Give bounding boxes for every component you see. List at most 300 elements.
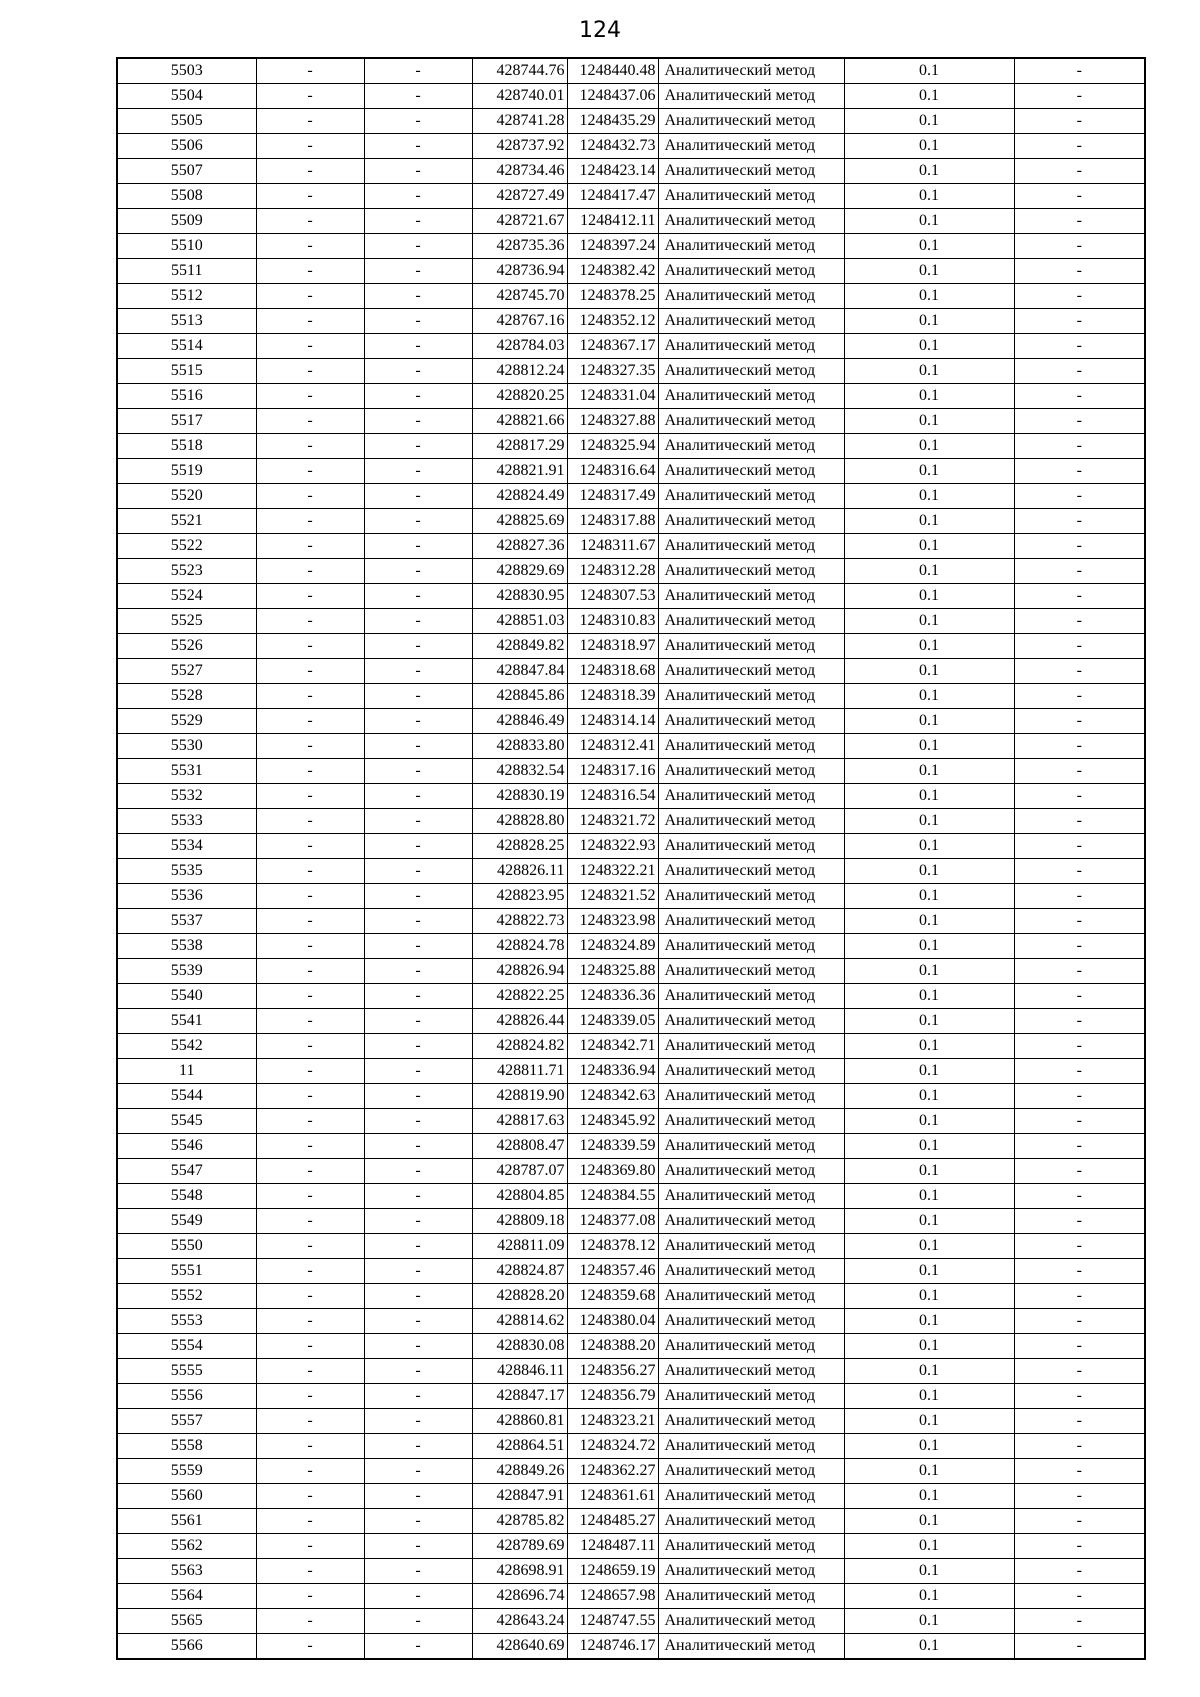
- x-coordinate-cell: 428734.46: [472, 159, 567, 184]
- table-row: [117, 1434, 1145, 1459]
- blank-cell-2: -: [364, 659, 472, 684]
- y-coordinate-cell: 1248435.29: [567, 109, 658, 134]
- accuracy-cell: 0.1: [844, 509, 1014, 534]
- method-cell: Аналитический метод: [658, 1309, 844, 1334]
- accuracy-cell: 0.1: [844, 1009, 1014, 1034]
- blank-cell-3: -: [1014, 1584, 1145, 1609]
- point-number-cell: 5523: [117, 559, 256, 584]
- method-cell: Аналитический метод: [658, 459, 844, 484]
- point-number-cell: 5558: [117, 1434, 256, 1459]
- blank-cell-3: -: [1014, 209, 1145, 234]
- point-number-cell: 5524: [117, 584, 256, 609]
- blank-cell-3: -: [1014, 734, 1145, 759]
- table-row: [117, 1459, 1145, 1484]
- blank-cell-2: -: [364, 559, 472, 584]
- y-coordinate-cell: 1248367.17: [567, 334, 658, 359]
- blank-cell-2: -: [364, 484, 472, 509]
- y-coordinate-cell: 1248412.11: [567, 209, 658, 234]
- table-row: [117, 134, 1145, 159]
- table-row: [117, 1109, 1145, 1134]
- y-coordinate-cell: 1248339.59: [567, 1134, 658, 1159]
- blank-cell-1: -: [256, 1484, 364, 1509]
- blank-cell-2: -: [364, 984, 472, 1009]
- table-row: [117, 1159, 1145, 1184]
- accuracy-cell: 0.1: [844, 584, 1014, 609]
- y-coordinate-cell: 1248356.79: [567, 1384, 658, 1409]
- x-coordinate-cell: 428847.17: [472, 1384, 567, 1409]
- point-number-cell: 5517: [117, 409, 256, 434]
- point-number-cell: 5504: [117, 84, 256, 109]
- blank-cell-1: -: [256, 334, 364, 359]
- blank-cell-2: -: [364, 1134, 472, 1159]
- method-cell: Аналитический метод: [658, 759, 844, 784]
- blank-cell-1: -: [256, 659, 364, 684]
- table-row: [117, 259, 1145, 284]
- method-cell: Аналитический метод: [658, 384, 844, 409]
- accuracy-cell: 0.1: [844, 909, 1014, 934]
- table-row: [117, 534, 1145, 559]
- blank-cell-1: -: [256, 809, 364, 834]
- y-coordinate-cell: 1248485.27: [567, 1509, 658, 1534]
- blank-cell-1: -: [256, 1559, 364, 1584]
- blank-cell-1: -: [256, 84, 364, 109]
- y-coordinate-cell: 1248318.39: [567, 684, 658, 709]
- blank-cell-2: -: [364, 234, 472, 259]
- blank-cell-3: -: [1014, 684, 1145, 709]
- table-row: [117, 1559, 1145, 1584]
- blank-cell-2: -: [364, 1034, 472, 1059]
- method-cell: Аналитический метод: [658, 1084, 844, 1109]
- point-number-cell: 5563: [117, 1559, 256, 1584]
- method-cell: Аналитический метод: [658, 334, 844, 359]
- point-number-cell: 5530: [117, 734, 256, 759]
- method-cell: Аналитический метод: [658, 1259, 844, 1284]
- blank-cell-3: -: [1014, 309, 1145, 334]
- table-row: [117, 659, 1145, 684]
- x-coordinate-cell: 428849.26: [472, 1459, 567, 1484]
- blank-cell-3: -: [1014, 584, 1145, 609]
- blank-cell-2: -: [364, 884, 472, 909]
- y-coordinate-cell: 1248361.61: [567, 1484, 658, 1509]
- blank-cell-3: -: [1014, 1609, 1145, 1634]
- blank-cell-3: -: [1014, 659, 1145, 684]
- blank-cell-3: -: [1014, 409, 1145, 434]
- blank-cell-2: -: [364, 684, 472, 709]
- point-number-cell: 5547: [117, 1159, 256, 1184]
- x-coordinate-cell: 428846.11: [472, 1359, 567, 1384]
- method-cell: Аналитический метод: [658, 1534, 844, 1559]
- table-row: [117, 1384, 1145, 1409]
- x-coordinate-cell: 428833.80: [472, 734, 567, 759]
- y-coordinate-cell: 1248327.88: [567, 409, 658, 434]
- x-coordinate-cell: 428787.07: [472, 1159, 567, 1184]
- blank-cell-1: -: [256, 1459, 364, 1484]
- blank-cell-1: -: [256, 1034, 364, 1059]
- method-cell: Аналитический метод: [658, 1209, 844, 1234]
- y-coordinate-cell: 1248312.28: [567, 559, 658, 584]
- x-coordinate-cell: 428826.94: [472, 959, 567, 984]
- table-row: [117, 834, 1145, 859]
- table-row: [117, 159, 1145, 184]
- y-coordinate-cell: 1248324.72: [567, 1434, 658, 1459]
- blank-cell-3: -: [1014, 1284, 1145, 1309]
- blank-cell-3: -: [1014, 1409, 1145, 1434]
- blank-cell-2: -: [364, 1634, 472, 1660]
- method-cell: Аналитический метод: [658, 184, 844, 209]
- x-coordinate-cell: 428698.91: [472, 1559, 567, 1584]
- point-number-cell: 5548: [117, 1184, 256, 1209]
- coordinates-table: [116, 57, 1146, 1660]
- blank-cell-1: -: [256, 709, 364, 734]
- blank-cell-2: -: [364, 1259, 472, 1284]
- method-cell: Аналитический метод: [658, 234, 844, 259]
- y-coordinate-cell: 1248307.53: [567, 584, 658, 609]
- point-number-cell: 5561: [117, 1509, 256, 1534]
- blank-cell-2: -: [364, 959, 472, 984]
- blank-cell-1: -: [256, 1259, 364, 1284]
- blank-cell-3: -: [1014, 459, 1145, 484]
- blank-cell-1: -: [256, 859, 364, 884]
- blank-cell-1: -: [256, 984, 364, 1009]
- y-coordinate-cell: 1248369.80: [567, 1159, 658, 1184]
- x-coordinate-cell: 428830.95: [472, 584, 567, 609]
- blank-cell-2: -: [364, 834, 472, 859]
- blank-cell-1: -: [256, 1134, 364, 1159]
- table-row: [117, 959, 1145, 984]
- x-coordinate-cell: 428828.25: [472, 834, 567, 859]
- table-row: [117, 1609, 1145, 1634]
- method-cell: Аналитический метод: [658, 1284, 844, 1309]
- blank-cell-3: -: [1014, 184, 1145, 209]
- accuracy-cell: 0.1: [844, 1509, 1014, 1534]
- accuracy-cell: 0.1: [844, 1534, 1014, 1559]
- blank-cell-1: -: [256, 309, 364, 334]
- method-cell: Аналитический метод: [658, 934, 844, 959]
- point-number-cell: 5546: [117, 1134, 256, 1159]
- blank-cell-3: -: [1014, 1084, 1145, 1109]
- blank-cell-1: -: [256, 359, 364, 384]
- x-coordinate-cell: 428825.69: [472, 509, 567, 534]
- blank-cell-2: -: [364, 1084, 472, 1109]
- blank-cell-1: -: [256, 734, 364, 759]
- y-coordinate-cell: 1248327.35: [567, 359, 658, 384]
- table-row: [117, 459, 1145, 484]
- method-cell: Аналитический метод: [658, 309, 844, 334]
- y-coordinate-cell: 1248359.68: [567, 1284, 658, 1309]
- blank-cell-1: -: [256, 934, 364, 959]
- accuracy-cell: 0.1: [844, 684, 1014, 709]
- method-cell: Аналитический метод: [658, 1459, 844, 1484]
- blank-cell-2: -: [364, 534, 472, 559]
- y-coordinate-cell: 1248380.04: [567, 1309, 658, 1334]
- point-number-cell: 5513: [117, 309, 256, 334]
- blank-cell-3: -: [1014, 1509, 1145, 1534]
- method-cell: Аналитический метод: [658, 359, 844, 384]
- blank-cell-3: -: [1014, 58, 1145, 84]
- blank-cell-3: -: [1014, 984, 1145, 1009]
- accuracy-cell: 0.1: [844, 284, 1014, 309]
- blank-cell-2: -: [364, 1059, 472, 1084]
- table-row: [117, 184, 1145, 209]
- blank-cell-3: -: [1014, 434, 1145, 459]
- accuracy-cell: 0.1: [844, 484, 1014, 509]
- table-row: [117, 1184, 1145, 1209]
- y-coordinate-cell: 1248432.73: [567, 134, 658, 159]
- method-cell: Аналитический метод: [658, 109, 844, 134]
- accuracy-cell: 0.1: [844, 359, 1014, 384]
- accuracy-cell: 0.1: [844, 1334, 1014, 1359]
- accuracy-cell: 0.1: [844, 1584, 1014, 1609]
- method-cell: Аналитический метод: [658, 1109, 844, 1134]
- blank-cell-3: -: [1014, 284, 1145, 309]
- method-cell: Аналитический метод: [658, 1509, 844, 1534]
- blank-cell-2: -: [364, 1234, 472, 1259]
- x-coordinate-cell: 428826.11: [472, 859, 567, 884]
- y-coordinate-cell: 1248322.93: [567, 834, 658, 859]
- blank-cell-2: -: [364, 934, 472, 959]
- accuracy-cell: 0.1: [844, 1384, 1014, 1409]
- table-row: [117, 559, 1145, 584]
- x-coordinate-cell: 428824.87: [472, 1259, 567, 1284]
- blank-cell-1: -: [256, 184, 364, 209]
- blank-cell-2: -: [364, 809, 472, 834]
- method-cell: Аналитический метод: [658, 884, 844, 909]
- blank-cell-2: -: [364, 709, 472, 734]
- blank-cell-1: -: [256, 409, 364, 434]
- blank-cell-1: -: [256, 1409, 364, 1434]
- table-row: [117, 1284, 1145, 1309]
- blank-cell-2: -: [364, 259, 472, 284]
- blank-cell-3: -: [1014, 109, 1145, 134]
- blank-cell-2: -: [364, 334, 472, 359]
- table-row: [117, 1359, 1145, 1384]
- y-coordinate-cell: 1248423.14: [567, 159, 658, 184]
- blank-cell-3: -: [1014, 1534, 1145, 1559]
- blank-cell-3: -: [1014, 334, 1145, 359]
- blank-cell-2: -: [364, 1359, 472, 1384]
- point-number-cell: 5556: [117, 1384, 256, 1409]
- blank-cell-1: -: [256, 484, 364, 509]
- accuracy-cell: 0.1: [844, 1109, 1014, 1134]
- blank-cell-3: -: [1014, 1134, 1145, 1159]
- blank-cell-1: -: [256, 434, 364, 459]
- accuracy-cell: 0.1: [844, 634, 1014, 659]
- blank-cell-3: -: [1014, 1234, 1145, 1259]
- table-row: [117, 334, 1145, 359]
- accuracy-cell: 0.1: [844, 1209, 1014, 1234]
- y-coordinate-cell: 1248321.72: [567, 809, 658, 834]
- blank-cell-1: -: [256, 259, 364, 284]
- blank-cell-3: -: [1014, 609, 1145, 634]
- table-row: [117, 1134, 1145, 1159]
- blank-cell-2: -: [364, 109, 472, 134]
- point-number-cell: 5535: [117, 859, 256, 884]
- table-row: [117, 759, 1145, 784]
- x-coordinate-cell: 428735.36: [472, 234, 567, 259]
- point-number-cell: 5549: [117, 1209, 256, 1234]
- accuracy-cell: 0.1: [844, 559, 1014, 584]
- x-coordinate-cell: 428812.24: [472, 359, 567, 384]
- accuracy-cell: 0.1: [844, 1134, 1014, 1159]
- point-number-cell: 5542: [117, 1034, 256, 1059]
- blank-cell-1: -: [256, 159, 364, 184]
- blank-cell-3: -: [1014, 809, 1145, 834]
- blank-cell-2: -: [364, 284, 472, 309]
- point-number-cell: 5522: [117, 534, 256, 559]
- method-cell: Аналитический метод: [658, 859, 844, 884]
- point-number-cell: 5526: [117, 634, 256, 659]
- y-coordinate-cell: 1248316.54: [567, 784, 658, 809]
- method-cell: Аналитический метод: [658, 1434, 844, 1459]
- y-coordinate-cell: 1248659.19: [567, 1559, 658, 1584]
- table-row: [117, 484, 1145, 509]
- blank-cell-2: -: [364, 734, 472, 759]
- point-number-cell: 5527: [117, 659, 256, 684]
- method-cell: Аналитический метод: [658, 1334, 844, 1359]
- y-coordinate-cell: 1248342.71: [567, 1034, 658, 1059]
- blank-cell-2: -: [364, 509, 472, 534]
- method-cell: Аналитический метод: [658, 1059, 844, 1084]
- blank-cell-2: -: [364, 784, 472, 809]
- method-cell: Аналитический метод: [658, 1634, 844, 1660]
- blank-cell-1: -: [256, 1159, 364, 1184]
- blank-cell-1: -: [256, 784, 364, 809]
- blank-cell-1: -: [256, 1109, 364, 1134]
- y-coordinate-cell: 1248657.98: [567, 1584, 658, 1609]
- point-number-cell: 5538: [117, 934, 256, 959]
- method-cell: Аналитический метод: [658, 634, 844, 659]
- blank-cell-1: -: [256, 1334, 364, 1359]
- blank-cell-2: -: [364, 309, 472, 334]
- blank-cell-3: -: [1014, 1384, 1145, 1409]
- blank-cell-1: -: [256, 234, 364, 259]
- table-row: [117, 359, 1145, 384]
- blank-cell-3: -: [1014, 1634, 1145, 1660]
- accuracy-cell: 0.1: [844, 784, 1014, 809]
- table-row: [117, 1059, 1145, 1084]
- y-coordinate-cell: 1248323.98: [567, 909, 658, 934]
- accuracy-cell: 0.1: [844, 659, 1014, 684]
- point-number-cell: 5511: [117, 259, 256, 284]
- blank-cell-2: -: [364, 459, 472, 484]
- x-coordinate-cell: 428832.54: [472, 759, 567, 784]
- table-row: [117, 609, 1145, 634]
- accuracy-cell: 0.1: [844, 309, 1014, 334]
- blank-cell-2: -: [364, 409, 472, 434]
- blank-cell-3: -: [1014, 634, 1145, 659]
- blank-cell-2: -: [364, 1109, 472, 1134]
- method-cell: Аналитический метод: [658, 484, 844, 509]
- x-coordinate-cell: 428860.81: [472, 1409, 567, 1434]
- blank-cell-2: -: [364, 1309, 472, 1334]
- blank-cell-2: -: [364, 209, 472, 234]
- method-cell: Аналитический метод: [658, 58, 844, 84]
- table-row: [117, 284, 1145, 309]
- blank-cell-1: -: [256, 284, 364, 309]
- table-row: [117, 1409, 1145, 1434]
- y-coordinate-cell: 1248323.21: [567, 1409, 658, 1434]
- blank-cell-1: -: [256, 1184, 364, 1209]
- y-coordinate-cell: 1248331.04: [567, 384, 658, 409]
- x-coordinate-cell: 428811.71: [472, 1059, 567, 1084]
- blank-cell-2: -: [364, 1509, 472, 1534]
- table-row: [117, 1484, 1145, 1509]
- blank-cell-3: -: [1014, 1259, 1145, 1284]
- accuracy-cell: 0.1: [844, 1459, 1014, 1484]
- blank-cell-2: -: [364, 184, 472, 209]
- blank-cell-3: -: [1014, 909, 1145, 934]
- accuracy-cell: 0.1: [844, 1184, 1014, 1209]
- blank-cell-2: -: [364, 1384, 472, 1409]
- y-coordinate-cell: 1248382.42: [567, 259, 658, 284]
- method-cell: Аналитический метод: [658, 159, 844, 184]
- point-number-cell: 5541: [117, 1009, 256, 1034]
- method-cell: Аналитический метод: [658, 1559, 844, 1584]
- method-cell: Аналитический метод: [658, 909, 844, 934]
- point-number-cell: 5512: [117, 284, 256, 309]
- point-number-cell: 5559: [117, 1459, 256, 1484]
- y-coordinate-cell: 1248336.36: [567, 984, 658, 1009]
- table-row: [117, 709, 1145, 734]
- table-row: [117, 809, 1145, 834]
- table-row: [117, 234, 1145, 259]
- point-number-cell: 5539: [117, 959, 256, 984]
- y-coordinate-cell: 1248317.88: [567, 509, 658, 534]
- x-coordinate-cell: 428864.51: [472, 1434, 567, 1459]
- point-number-cell: 5529: [117, 709, 256, 734]
- y-coordinate-cell: 1248318.68: [567, 659, 658, 684]
- method-cell: Аналитический метод: [658, 1009, 844, 1034]
- blank-cell-1: -: [256, 58, 364, 84]
- point-number-cell: 5514: [117, 334, 256, 359]
- point-number-cell: 5555: [117, 1359, 256, 1384]
- method-cell: Аналитический метод: [658, 734, 844, 759]
- method-cell: Аналитический метод: [658, 259, 844, 284]
- blank-cell-2: -: [364, 634, 472, 659]
- point-number-cell: 5510: [117, 234, 256, 259]
- blank-cell-1: -: [256, 1059, 364, 1084]
- blank-cell-2: -: [364, 584, 472, 609]
- blank-cell-2: -: [364, 759, 472, 784]
- blank-cell-2: -: [364, 134, 472, 159]
- blank-cell-3: -: [1014, 359, 1145, 384]
- x-coordinate-cell: 428821.66: [472, 409, 567, 434]
- point-number-cell: 5525: [117, 609, 256, 634]
- y-coordinate-cell: 1248362.27: [567, 1459, 658, 1484]
- blank-cell-1: -: [256, 1384, 364, 1409]
- accuracy-cell: 0.1: [844, 1259, 1014, 1284]
- method-cell: Аналитический метод: [658, 584, 844, 609]
- x-coordinate-cell: 428829.69: [472, 559, 567, 584]
- blank-cell-3: -: [1014, 159, 1145, 184]
- table-row: [117, 884, 1145, 909]
- table-row: [117, 1534, 1145, 1559]
- blank-cell-1: -: [256, 559, 364, 584]
- point-number-cell: 5564: [117, 1584, 256, 1609]
- x-coordinate-cell: 428824.78: [472, 934, 567, 959]
- blank-cell-1: -: [256, 534, 364, 559]
- blank-cell-3: -: [1014, 859, 1145, 884]
- x-coordinate-cell: 428828.20: [472, 1284, 567, 1309]
- blank-cell-3: -: [1014, 1484, 1145, 1509]
- x-coordinate-cell: 428784.03: [472, 334, 567, 359]
- accuracy-cell: 0.1: [844, 134, 1014, 159]
- blank-cell-1: -: [256, 1309, 364, 1334]
- y-coordinate-cell: 1248352.12: [567, 309, 658, 334]
- blank-cell-3: -: [1014, 1009, 1145, 1034]
- point-number-cell: 5521: [117, 509, 256, 534]
- accuracy-cell: 0.1: [844, 434, 1014, 459]
